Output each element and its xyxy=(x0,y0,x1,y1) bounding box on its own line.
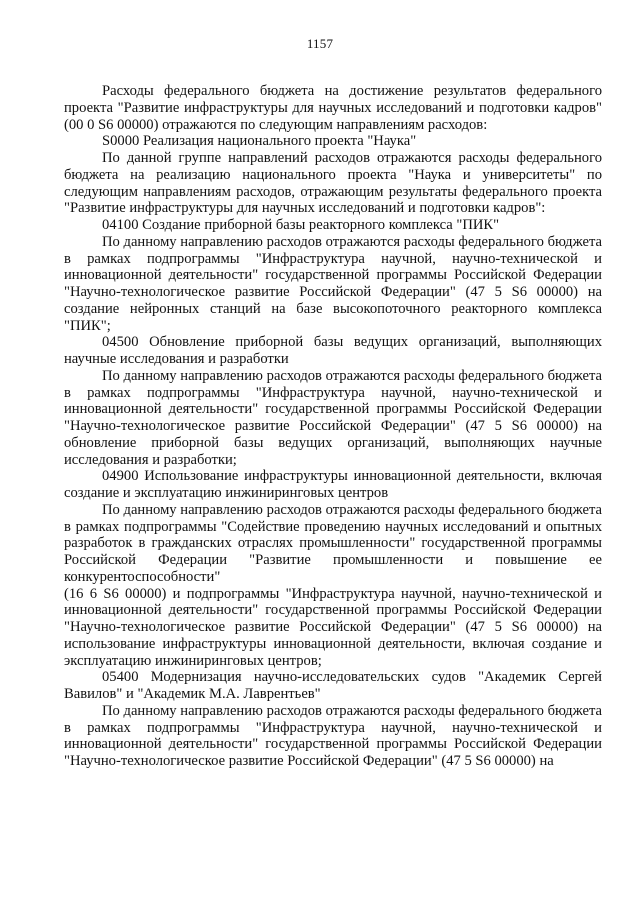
document-paragraph: По данному направлению расходов отражаются расходы федерального бюджета в рамках подпрограммы "Содействие проведению научных исследований и опытных разработок в гражданских отраслях промышленности" государственной программы Российской Федерации "Развитие промышленности и повышение ее конкурентоспособности" xyxy=(64,501,602,585)
document-body xyxy=(64,83,602,770)
document-paragraph: По данному направлению расходов отражаются расходы федерального бюджета в рамках подпрограммы "Инфраструктура научной, научно-технической и инновационной деятельности" государственной программы Российской Федерации "Научно-технологическое развитие Российской Федерации" (47 5 S6 00000) на xyxy=(64,702,602,769)
document-paragraph: 04100 Создание приборной базы реакторного комплекса "ПИК" xyxy=(102,217,500,233)
document-paragraph: Расходы федерального бюджета на достижение результатов федерального проекта "Развитие инфраструктуры для научных исследований и подготовки кадров" (00 0 S6 00000) отражаются по следующим направлениям расходов: xyxy=(64,83,602,133)
document-paragraph: S0000 Реализация национального проекта "Наука" xyxy=(102,133,417,150)
document-paragraph: По данному направлению расходов отражаются расходы федерального бюджета в рамках подпрограммы "Инфраструктура научной, научно-технической и инновационной деятельности" государственной программы Российской Федерации "Научно-технологическое развитие Российской Федерации" (47 5 S6 00000) на создание нейронных станций на базе высокопоточного реакторного комплекса "ПИК"; xyxy=(64,233,602,334)
document-paragraph: 05400 Модернизация научно-исследовательских судов "Академик Сергей Вавилов" и "Академик М.А. Лаврентьев" xyxy=(64,669,602,702)
document-paragraph: (16 6 S6 00000) и подпрограммы "Инфраструктура научной, научно-технической и инновационной деятельности" государственной программы Российской Федерации "Научно-технологическое развитие Российской Федерации" (47 5 S6 00000) на использование инфраструктуры инновационной деятельности, включая создание и эксплуатацию инжиниринговых центров; xyxy=(64,585,602,669)
page-number: 1157 xyxy=(306,36,334,51)
document-paragraph: 04900 Использование инфраструктуры инновационной деятельности, включая создание и эксплуатацию инжиниринговых центров xyxy=(64,468,602,501)
document-paragraph: По данному направлению расходов отражаются расходы федерального бюджета в рамках подпрограммы "Инфраструктура научной, научно-технической и инновационной деятельности" государственной программы Российской Федерации "Научно-технологическое развитие Российской Федерации" (47 5 S6 00000) на обновление приборной базы ведущих организаций, выполняющих научные исследования и разработки; xyxy=(64,367,602,468)
document-paragraph: 04500 Обновление приборной базы ведущих организаций, выполняющих научные исследования и разработки xyxy=(64,334,602,367)
document-paragraph: По данной группе направлений расходов отражаются расходы федерального бюджета на реализацию национального проекта "Наука и университеты" по следующим направлениям расходов, отражающим результаты федерального проекта "Развитие инфраструктуры для научных исследований и подготовки кадров": xyxy=(64,150,602,217)
